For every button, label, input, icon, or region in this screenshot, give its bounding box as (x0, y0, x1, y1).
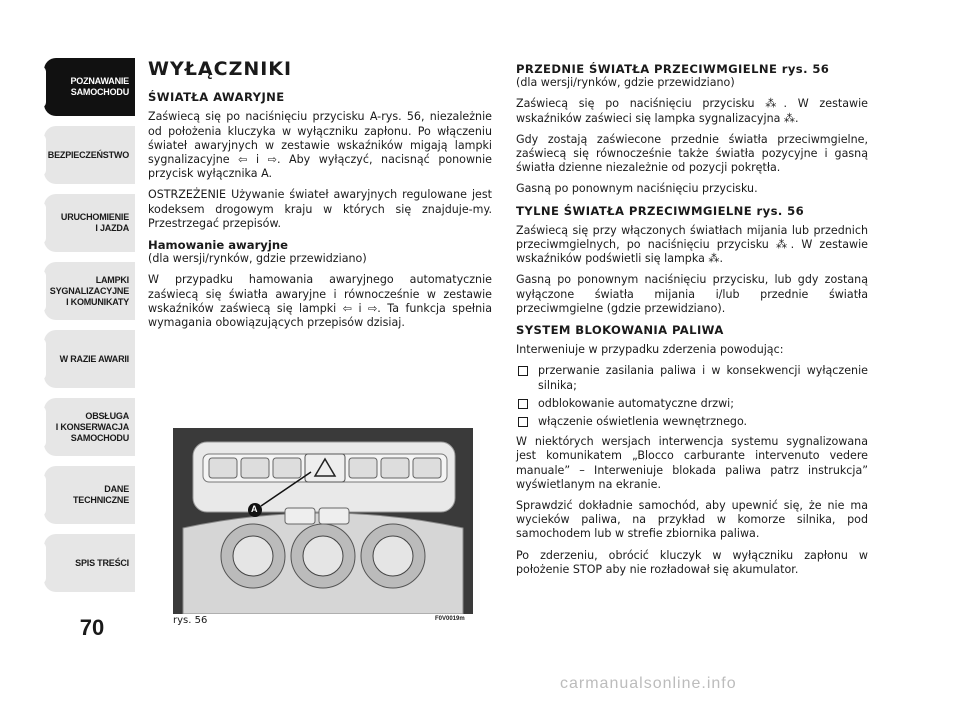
watermark: carmanualsonline.info (560, 675, 737, 692)
sidebar-item-label: W RAZIE AWARII (59, 353, 129, 364)
sidebar-item-obsluga[interactable] (44, 398, 135, 456)
paragraph: Zaświecą się po naciśnięciu przycisku ⁂. W zestawie wskaźników zaświeci się lampka sygnalizacyjna ⁂. (516, 97, 868, 125)
figure-caption: rys. 56 (173, 615, 208, 626)
paragraph: Sprawdzić dokładnie samochód, aby upewnić się, że nie ma wycieków paliwa, na przykład w komorze silnika, pod samochodem lub w strefie zbiornika paliwa. (516, 499, 868, 541)
tab-notch (40, 134, 46, 176)
page-number: 70 (79, 615, 105, 640)
paragraph: Zaświecą się przy włączonych światłach mijania lub przednich przeciwmgielnych, po naciśnięciu przycisku ⁂. W zestawie wskaźników podświetli się lampka ⁂. (516, 223, 868, 266)
section-heading: TYLNE ŚWIATŁA PRZECIWMGIELNE rys. 56 (516, 203, 805, 218)
section-heading: ŚWIATŁA AWARYJNE (148, 90, 285, 105)
paragraph: W przypadku hamowania awaryjnego automatycznie zaświecą się światła awaryjne i równocześnie w zestawie wskaźników zaświecą się lampki ⇦ i ⇨. Ta funkcja spełnia wymagania obowiązujących przepisów dzisiaj. (148, 273, 492, 330)
sidebar-item-label: BEZPIECZEŃSTWO (47, 149, 129, 160)
sidebar-item-label: URUCHOMIENIE I JAZDA (60, 212, 129, 233)
tab-notch (40, 66, 46, 108)
paragraph: Po zderzeniu, obrócić kluczyk w wyłączniku zapłonu w położenie STOP aby nie rozładował się akumulator. (516, 548, 868, 576)
section-heading: SYSTEM BLOKOWANIA PALIWA (516, 323, 724, 338)
paragraph: Zaświecą się po naciśnięciu przycisku A-rys. 56, niezależnie od położenia kluczyka w wyłączniku zapłonu. Po włączeniu świateł awaryjnych w zestawie wskaźników migają lampki sygnalizacyjne ⇦ i ⇨. Aby wyłączyć, nacisnąć ponownie przycisk wyłącznika A. (148, 110, 492, 181)
paragraph: Gdy zostają zaświecone przednie światła przeciwmgielne, zaświecą się równocześnie także światła pozycyjne i gasną światła dzienne niezależnie od pozycji pokrętła. (516, 132, 868, 175)
sidebar-item-poznawanie[interactable] (44, 58, 135, 116)
paragraph: Gasną po ponownym naciśnięciu przycisku. (516, 182, 758, 196)
right-column (516, 62, 868, 584)
sidebar-item-label: LAMPKI SYGNALIZACYJNE I KOMUNIKATY (49, 274, 129, 307)
tab-notch (40, 474, 46, 516)
sidebar-item-awarii[interactable] (44, 330, 135, 388)
tab-notch (40, 406, 46, 448)
sidebar-item-dane[interactable] (44, 466, 135, 524)
left-column (148, 58, 492, 337)
list-item: odblokowanie automatyczne drzwi; (516, 397, 868, 411)
list-item: włączenie oświetlenia wewnętrznego. (516, 415, 868, 429)
sidebar-item-label: OBSŁUGA I KONSERWACJA SAMOCHODU (55, 410, 129, 443)
sidebar-item-bezpieczenstwo[interactable] (44, 126, 135, 184)
tab-notch (40, 270, 46, 312)
sidebar-item-spis[interactable] (44, 534, 135, 592)
sidebar-item-uruchomienie[interactable] (44, 194, 135, 252)
sidebar-item-label: POZNAWANIE SAMOCHODU (70, 76, 129, 97)
paragraph: Gasną po ponownym naciśnięciu przycisku, lub gdy zostaną wyłączone światła mijania i/lub przednie światła przeciwmgielne (gdzie przewidziano). (516, 273, 868, 315)
figure-code: F0V0019m (435, 616, 465, 622)
heading-note: (dla wersji/rynków, gdzie przewidziano) (516, 76, 735, 90)
sidebar (44, 58, 135, 602)
sidebar-item-label: DANE TECHNICZNE (73, 484, 129, 505)
page-title: WYŁĄCZNIKI (148, 58, 293, 80)
list-item: przerwanie zasilania paliwa i w konsekwencji wyłączenie silnika; (516, 364, 868, 392)
paragraph: Interweniuje w przypadku zderzenia powodując: (516, 343, 784, 357)
section-heading: PRZEDNIE ŚWIATŁA PRZECIWMGIELNE rys. 56 (516, 62, 830, 76)
warning-paragraph: OSTRZEŻENIE Używanie świateł awaryjnych regulowane jest kodeksem drogowym kraju w których się znajduje-my. Przestrzegać przepisów. (148, 188, 492, 230)
sidebar-item-lampki[interactable] (44, 262, 135, 320)
figure-control-panel (173, 428, 473, 614)
bullet-list (516, 364, 868, 429)
tab-notch (40, 202, 46, 244)
sidebar-item-label: SPIS TREŚCI (75, 557, 129, 568)
tab-notch (40, 542, 46, 584)
tab-notch (40, 338, 46, 380)
sub-heading: Hamowanie awaryjne (148, 238, 288, 253)
sub-note: (dla wersji/rynków, gdzie przewidziano) (148, 252, 367, 266)
paragraph: W niektórych wersjach interwencja systemu sygnalizowana jest komunikatem „Blocco carburante intervenuto vedere manuale” – Interweniuje blokada paliwa patrz instrukcja” wyświetlanym na ekranie. (516, 435, 868, 491)
figure-label-a: A (251, 504, 258, 514)
control-panel-illustration (173, 428, 473, 614)
